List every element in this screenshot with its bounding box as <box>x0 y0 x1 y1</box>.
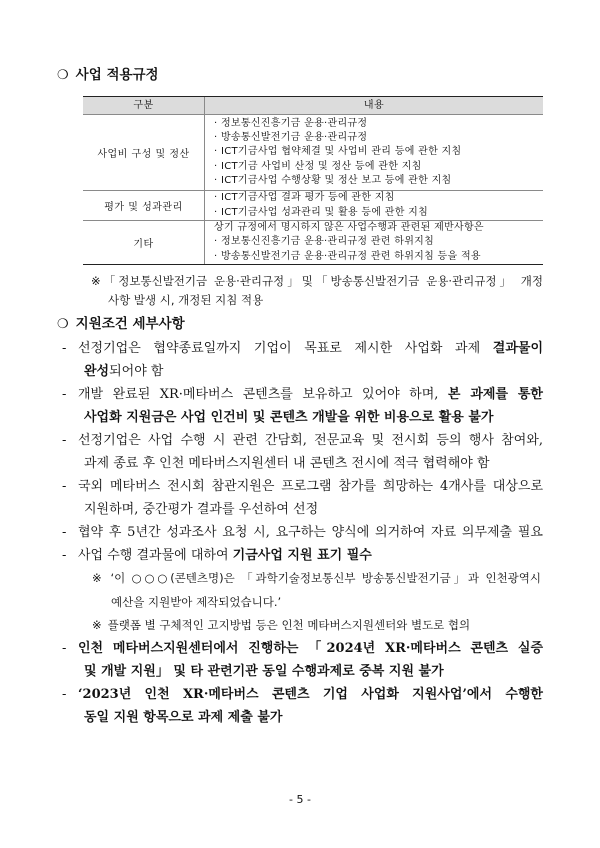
note-text: 사항 발생 시, 개정된 지침 적용 <box>108 293 264 307</box>
table-header-content: 내용 <box>363 100 385 111</box>
reference-mark-icon: ※ <box>91 274 104 288</box>
item-text: 선정기업은 사업 수행 시 관련 간담회, 전문교육 및 전시회 등의 행사 참여와, <box>78 432 543 448</box>
table-cell-category: 사업비 구성 및 정산 <box>83 115 205 190</box>
regulation-revision-note <box>0 272 600 310</box>
section-title: 사업 적용규정 <box>75 67 159 83</box>
section-heading-regulations <box>57 66 159 85</box>
dash-bullet: - <box>62 479 67 495</box>
table-item: · 방송통신발전기금 운용·관리규정 관련 하위지침 등을 적용 <box>214 250 481 262</box>
note-text: ‘이 ○○○(콘텐츠명)은 「과학기술정보통신부 방송통신발전기금」과 인천광역시 <box>110 571 542 586</box>
list-item-continuation <box>84 660 543 683</box>
list-item <box>62 429 543 452</box>
table-cell-content <box>205 221 543 264</box>
table-item: 상기 규정에서 명시하지 않은 사업수행과 관련된 제반사항은 <box>214 222 484 234</box>
item-text-bold: 인천 메타버스지원센터에서 진행하는 「2024년 XR·메타버스 콘텐츠 실증 <box>78 640 543 656</box>
dash-bullet: - <box>62 686 67 702</box>
item-text-bold: 완성 <box>84 363 110 379</box>
dash-bullet: - <box>62 340 67 356</box>
dash-bullet: - <box>62 548 67 564</box>
item-text: 국외 메타버스 전시회 참관지원은 프로그램 참가를 희망하는 4개사를 대상으로 <box>78 479 543 495</box>
table-cell-content <box>205 191 543 220</box>
support-conditions-list <box>0 337 600 730</box>
table-item: · ICT기금 사업비 산정 및 정산 등에 관한 지침 <box>214 160 422 172</box>
table-header-category: 구분 <box>83 97 205 114</box>
list-item-continuation <box>84 498 543 521</box>
circle-bullet-icon: ❍ <box>57 317 69 332</box>
list-item <box>62 683 543 706</box>
circle-bullet-icon: ❍ <box>57 68 69 83</box>
item-text-bold: 및 개발 지원」 및 타 관련기관 동일 수행과제로 중복 지원 불가 <box>84 663 444 679</box>
dash-bullet: - <box>62 386 67 402</box>
section-title: 지원조건 세부사항 <box>75 316 185 332</box>
dash-bullet: - <box>62 525 67 541</box>
table-row <box>83 220 543 264</box>
table-row <box>83 190 543 220</box>
table-cell-content <box>205 115 543 190</box>
list-item <box>62 637 543 660</box>
item-text: 지원하며, 중간평가 결과를 우선하여 선정 <box>84 502 319 518</box>
item-text-bold: 사업화 지원금은 사업 인건비 및 콘텐츠 개발을 위한 비용으로 활용 불가 <box>84 409 494 425</box>
list-item <box>62 337 543 360</box>
reference-mark-icon: ※ <box>92 617 102 632</box>
list-item <box>62 475 543 498</box>
item-text-bold: 본 과제를 통한 <box>447 386 543 402</box>
note-text: 「정보통신발전기금 운용·관리규정」및「방송통신발전기금 운용·관리규정」 개정 <box>103 274 543 288</box>
list-item <box>62 383 543 406</box>
reference-mark-icon: ※ <box>92 571 105 586</box>
table-item: · 정보통신진흥기금 운용·관리규정 <box>214 117 368 129</box>
item-text-bold: 동일 지원 항목으로 과제 제출 불가 <box>84 710 283 725</box>
table-item: · ICT기금사업 성과관리 및 활용 등에 관한 지침 <box>214 206 429 218</box>
table-item: · 정보통신진흥기금 운용·관리규정 관련 하위지침 <box>214 236 435 248</box>
list-item <box>62 544 543 567</box>
note-text: 예산을 지원받아 제작되었습니다.’ <box>111 594 282 609</box>
section-heading-support-conditions <box>57 315 185 334</box>
item-text: 과제 종료 후 인천 메타버스지원센터 내 콘텐츠 전시에 적극 협력해야 함 <box>84 455 490 471</box>
table-header-row <box>83 97 543 114</box>
item-text-bold: 결과물이 <box>492 340 543 356</box>
table-item: · ICT기금사업 결과 평가 등에 관한 지침 <box>214 192 395 204</box>
note-line <box>108 291 543 310</box>
list-item-continuation <box>84 406 543 429</box>
item-text: 사업 수행 결과물에 대하여 <box>78 548 233 564</box>
table-cell-category: 평가 및 성과관리 <box>83 191 205 220</box>
item-text: 선정기업은 협약종료일까지 기업이 목표로 제시한 사업화 과제 <box>78 340 493 356</box>
table-item: · ICT기금사업 협약체결 및 사업비 관리 등에 관한 지침 <box>214 146 462 158</box>
dash-bullet: - <box>62 640 67 656</box>
table-item: · ICT기금사업 수행상황 및 정산 보고 등에 관한 지침 <box>214 174 452 186</box>
item-text-bold: ‘2023년 인천 XR·메타버스 콘텐츠 기업 사업화 지원사업’에서 수행한 <box>78 686 543 702</box>
note-line <box>92 567 541 590</box>
list-item-continuation <box>84 452 543 475</box>
dash-bullet: - <box>62 432 67 448</box>
table-item: · 방송통신발전기금 운용·관리규정 <box>214 132 368 144</box>
item-text-bold: 기금사업 지원 표기 필수 <box>232 548 372 564</box>
item-text: 되어야 함 <box>109 363 164 379</box>
item-text: 개발 완료된 XR·메타버스 콘텐츠를 보유하고 있어야 하며, <box>78 386 448 402</box>
note-text: 플랫폼 별 구체적인 고지방법 등은 인천 메타버스지원센터와 별도로 협의 <box>107 617 471 632</box>
table-row <box>83 114 543 190</box>
list-item-continuation <box>84 706 543 729</box>
regulations-table <box>83 96 543 265</box>
note-line <box>111 591 541 614</box>
item-text: 협약 후 5년간 성과조사 요청 시, 요구하는 양식에 의거하여 자료 의무제출 필요 <box>78 525 543 541</box>
list-item-continuation <box>84 360 543 383</box>
page-number: - 5 - <box>289 793 311 806</box>
note-line <box>91 272 543 291</box>
table-cell-category: 기타 <box>83 221 205 264</box>
list-item <box>62 521 543 544</box>
note-line <box>92 614 541 637</box>
